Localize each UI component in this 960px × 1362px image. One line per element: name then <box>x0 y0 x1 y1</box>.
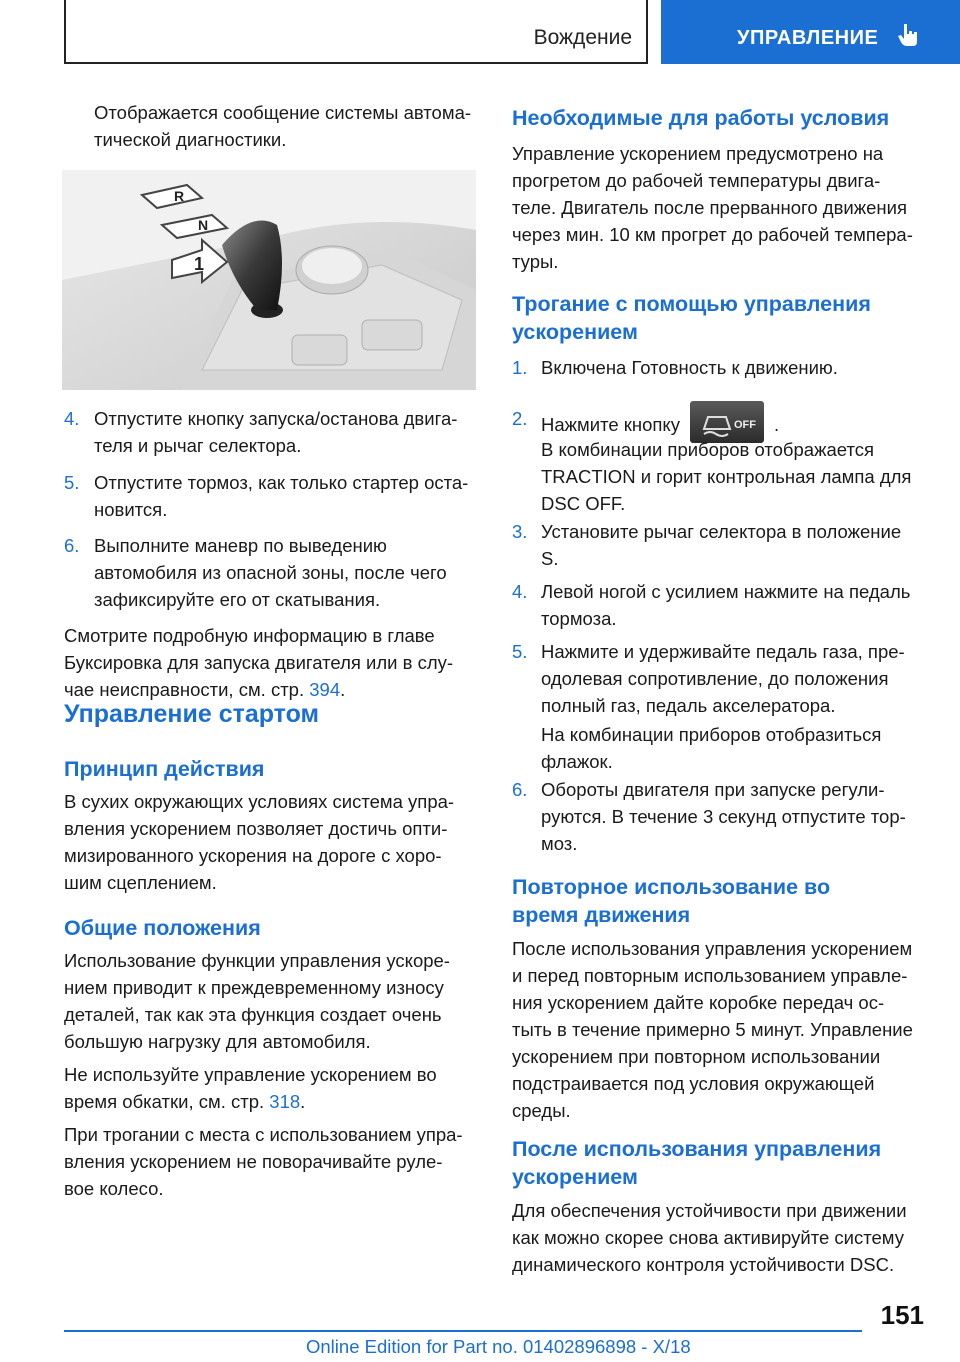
body-text: шим сцеплением. <box>64 872 217 893</box>
step-text: На комбинации приборов отобразиться <box>541 724 882 745</box>
body-text: вления ускорением не поворачивайте руле- <box>64 1151 443 1172</box>
step-text: теля и рычаг селектора. <box>94 435 302 456</box>
body-text: нием приводит к преждевременному износу <box>64 977 444 998</box>
body-text: как можно скорее снова активируйте систему <box>512 1227 904 1248</box>
step-number: 3. <box>512 521 528 542</box>
reference-text: Буксировка для запуска двигателя или в слу- <box>64 652 454 673</box>
section-tab <box>64 0 648 64</box>
body-text: время обкатки, см. стр. 318. <box>64 1091 306 1112</box>
photo-label-1: 1 <box>194 254 205 274</box>
reference-text: Смотрите подробную информацию в главе <box>64 625 435 646</box>
subsection-heading: время движения <box>512 903 691 927</box>
photo-label-n: N <box>198 217 209 233</box>
step-text: В комбинации приборов отображается <box>541 439 874 460</box>
step-number: 4. <box>512 581 528 602</box>
step-number: 2. <box>512 408 528 429</box>
step-number: 6. <box>64 535 80 556</box>
svg-text:OFF: OFF <box>733 419 756 431</box>
photo-label-r: R <box>174 188 185 204</box>
chapter-tab <box>661 0 960 64</box>
step-text: флажок. <box>541 751 613 772</box>
step-text: Установите рычаг селектора в положение <box>541 521 902 542</box>
section-heading: Управление стартом <box>64 700 320 728</box>
section-title: Вождение <box>533 26 632 49</box>
body-text: и перед повторным использованием управле- <box>512 965 908 986</box>
step-number: 1. <box>512 357 528 378</box>
body-text: вое колесо. <box>64 1178 164 1199</box>
step-text: Отпустите кнопку запуска/останова двига- <box>94 408 458 429</box>
subsection-heading: Трогание с помощью управления <box>512 292 871 316</box>
body-text: Не используйте управление ускорением во <box>64 1064 437 1085</box>
step-text: TRACTION и горит контрольная лампа для <box>541 466 912 487</box>
step-text: руются. В течение 3 секунд отпустите тор- <box>541 806 906 827</box>
subsection-heading: Повторное использование во <box>512 875 831 899</box>
body-text: теле. Двигатель после прерванного движения <box>512 197 907 218</box>
step-text: Выполните маневр по выведению <box>94 535 387 556</box>
subsection-heading: Принцип действия <box>64 757 265 781</box>
step-text: зафиксируйте его от скатывания. <box>94 589 381 610</box>
body-text: туры. <box>512 251 559 272</box>
step-text: тормоза. <box>541 608 617 629</box>
body-text: ускорением при повторном использовании <box>512 1046 881 1067</box>
step-text: S. <box>541 548 559 569</box>
step-text: новится. <box>94 499 168 520</box>
step-text: моз. <box>541 833 578 854</box>
body-text: деталей, так как эта функция создает очень <box>64 1004 442 1025</box>
body-text: При трогании с места с использованием упра- <box>64 1124 463 1145</box>
subsection-heading: ускорением <box>512 320 638 344</box>
step-text: Обороты двигателя при запуске регули- <box>541 779 885 800</box>
step-text: одолевая сопротивление, до положения <box>541 668 889 689</box>
step-number: 6. <box>512 779 528 800</box>
intro-line: тической диагностики. <box>94 129 287 150</box>
page-link[interactable]: 318 <box>269 1091 301 1112</box>
body-text: Для обеспечения устойчивости при движении <box>512 1200 907 1221</box>
step-text: Левой ногой с усилием нажмите на педаль <box>541 581 911 602</box>
body-text: Использование функции управления ускоре- <box>64 950 450 971</box>
subsection-heading: После использования управления <box>512 1137 882 1161</box>
step-text: Нажмите кнопку OFF . <box>541 405 779 447</box>
intro-line: Отображается сообщение системы автома- <box>94 102 472 123</box>
body-text: через мин. 10 км прогрет до рабочей темпера- <box>512 224 913 245</box>
step-number: 5. <box>64 472 80 493</box>
footer-edition: Online Edition for Part no. 01402896898 - X/18 <box>306 1336 691 1357</box>
step-number: 5. <box>512 641 528 662</box>
body-text: мизированного ускорения на дороге с хоро- <box>64 845 442 866</box>
reference-text: чае неисправности, см. стр. 394. <box>64 679 346 700</box>
subsection-heading: Необходимые для работы условия <box>512 106 890 130</box>
footer-divider <box>64 1330 862 1332</box>
step-number: 4. <box>64 408 80 429</box>
body-text: ния ускорением дайте коробке передач ос- <box>512 992 885 1013</box>
step-text: DSC OFF. <box>541 493 626 514</box>
hand-pointer-icon <box>895 22 921 48</box>
page-number: 151 <box>880 1300 924 1330</box>
body-text: После использования управления ускорением <box>512 938 913 959</box>
chapter-title: УПРАВЛЕНИЕ <box>737 27 879 49</box>
step-text: Нажмите и удерживайте педаль газа, пре- <box>541 641 905 662</box>
gear-selector-photo <box>62 170 476 390</box>
step-text: Включена Готовность к движению. <box>541 357 838 378</box>
step-text: полный газ, педаль акселератора. <box>541 695 836 716</box>
body-text: В сухих окружающих условиях система упра- <box>64 791 455 812</box>
body-text: большую нагрузку для автомобиля. <box>64 1031 371 1052</box>
body-text: Управление ускорением предусмотрено на <box>512 143 884 164</box>
body-text: прогретом до рабочей температуры двига- <box>512 170 881 191</box>
body-text: вления ускорением позволяет достичь опти- <box>64 818 448 839</box>
body-text: подстраивается под условия окружающей <box>512 1073 875 1094</box>
subsection-heading: ускорением <box>512 1165 638 1189</box>
step-text: автомобиля из опасной зоны, после чего <box>94 562 447 583</box>
body-text: динамического контроля устойчивости DSC. <box>512 1254 895 1275</box>
body-text: среды. <box>512 1100 571 1121</box>
page-link[interactable]: 394 <box>309 679 341 700</box>
body-text: тыть в течение примерно 5 минут. Управление <box>512 1019 913 1040</box>
step-text: Отпустите тормоз, как только стартер оста- <box>94 472 469 493</box>
subsection-heading: Общие положения <box>64 916 261 940</box>
